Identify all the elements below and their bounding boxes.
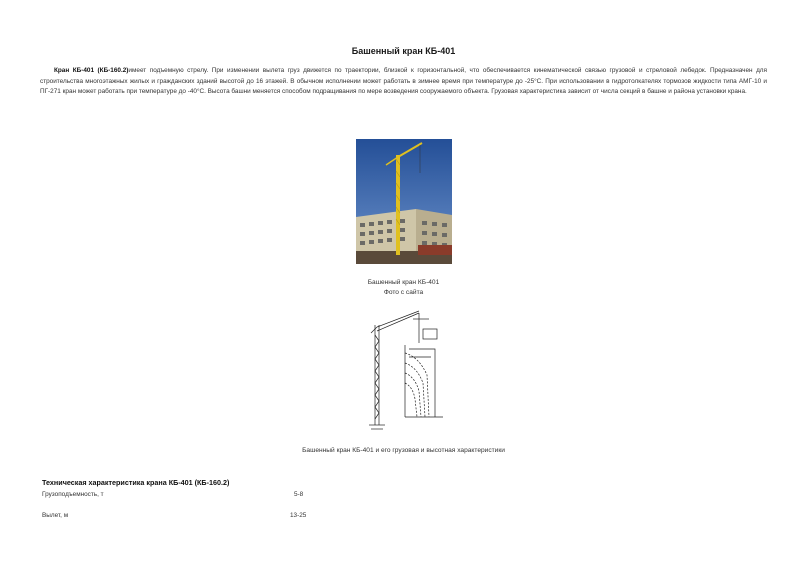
spec-label-reach: Вылет, м bbox=[42, 512, 69, 519]
photo-caption: Башенный кран КБ-401 bbox=[367, 279, 440, 286]
crane-drawing bbox=[369, 305, 447, 433]
intro-text: имеет подъемную стрелу. При изменении вылета груз движется по траектории, близкой к горизонтальной, что обеспечивается кинематической связью грузовой и стреловой лебедок. Предназначен для строительства многоэтажных жилых и гражданских зданий высотой до 16 этажей. В обычном исполнении может работать в зимнее время при температуре до -25°С. При использовании в гидротолкателях тормозов жидкости типа АМГ-10 и ПГ-271 кран может работать при температуре до -40°С. Высота башни меняется способом подращивания по мере возведения сооружаемого объекта. Грузовая характеристика зависит от числа секций в башне и района установки крана. bbox=[40, 67, 767, 95]
spec-value-capacity: 5-8 bbox=[294, 491, 304, 498]
crane-photo bbox=[356, 139, 452, 264]
photo-source-caption: Фото с сайта bbox=[383, 289, 424, 296]
specs-title: Техническая характеристика крана КБ-401 (КБ-160.2) bbox=[42, 478, 230, 487]
intro-paragraph bbox=[40, 66, 767, 98]
page-title: Башенный кран КБ-401 bbox=[351, 46, 456, 56]
drawing-caption: Башенный кран КБ-401 и его грузовая и высотная характеристики bbox=[302, 447, 505, 454]
spec-label-capacity: Грузоподъемность, т bbox=[42, 491, 104, 498]
spec-value-reach: 13-25 bbox=[290, 512, 307, 519]
intro-bold-lead: Кран КБ-401 (КБ-160.2) bbox=[54, 67, 129, 74]
